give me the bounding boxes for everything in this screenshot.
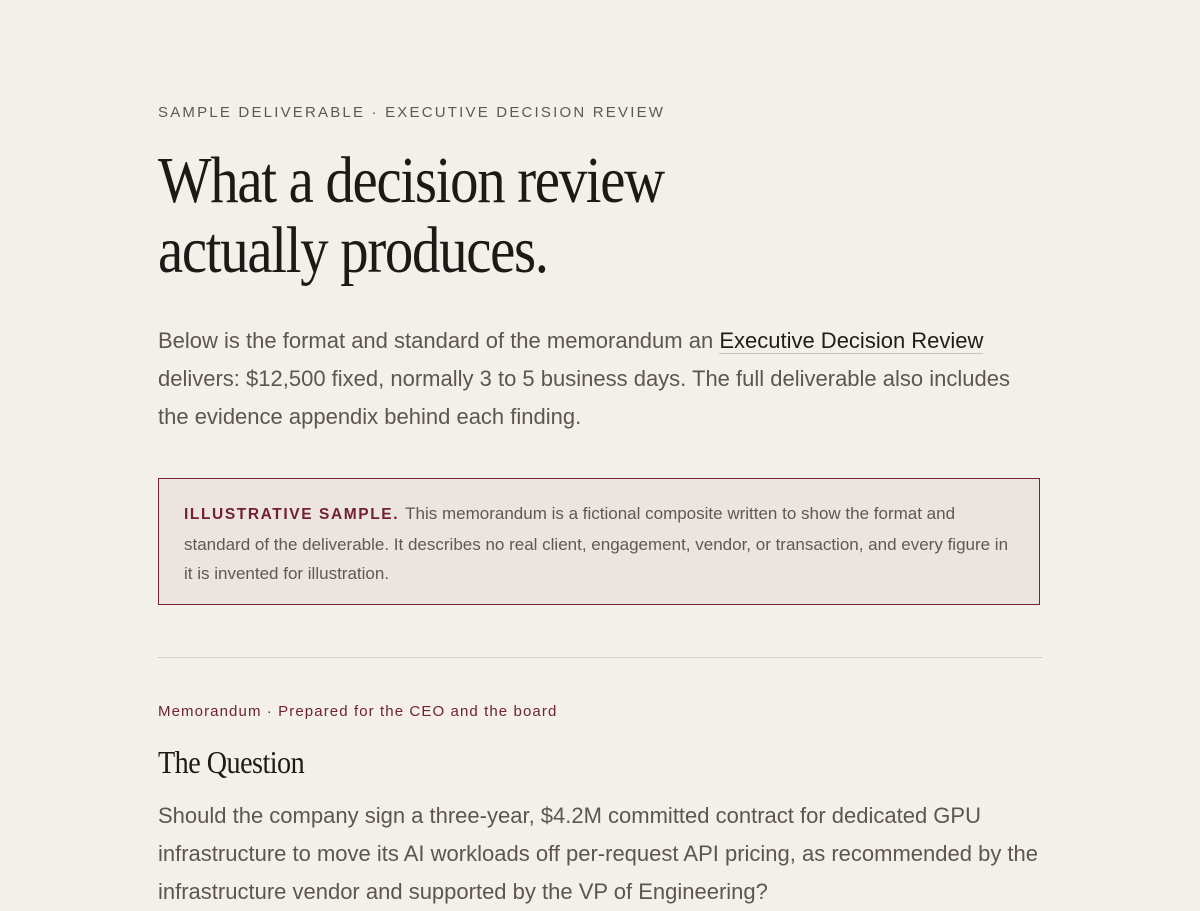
page-title [158,146,760,286]
intro-paragraph [158,322,1042,436]
intro-text-before-link: Below is the format and standard of the memorandum an [158,328,720,353]
executive-decision-review-link[interactable]: Executive Decision Review [719,328,984,353]
eyebrow-label: SAMPLE DELIVERABLE · EXECUTIVE DECISION REVIEW [158,104,666,121]
page-title-line-1: What a decision review [158,144,664,217]
illustrative-sample-notice [158,478,1040,605]
page-title-line-2: actually produces. [158,214,548,287]
question-paragraph: Should the company sign a three-year, $4.2M committed contract for dedicated GPU infrastructure to move its AI workloads off per-request API pricing, as recommended by the infrastructure vendor and supported by the VP of Engineering? [158,803,1039,904]
notice-text: This memorandum is a fictional composite written to show the format and standard of the deliverable. It describes no real client, engagement, vendor, or transaction, and every figure in it is invented for illustration. [184,504,1009,583]
section-divider [158,657,1042,658]
section-title-question: The Question [158,744,305,780]
notice-tag: ILLUSTRATIVE SAMPLE. [184,506,400,523]
intro-text-after-link: delivers: $12,500 fixed, normally 3 to 5 business days. The full deliverable also includes the evidence appendix behind each finding. [158,366,1010,429]
memo-meta-label: Memorandum · Prepared for the CEO and the board [158,703,558,720]
